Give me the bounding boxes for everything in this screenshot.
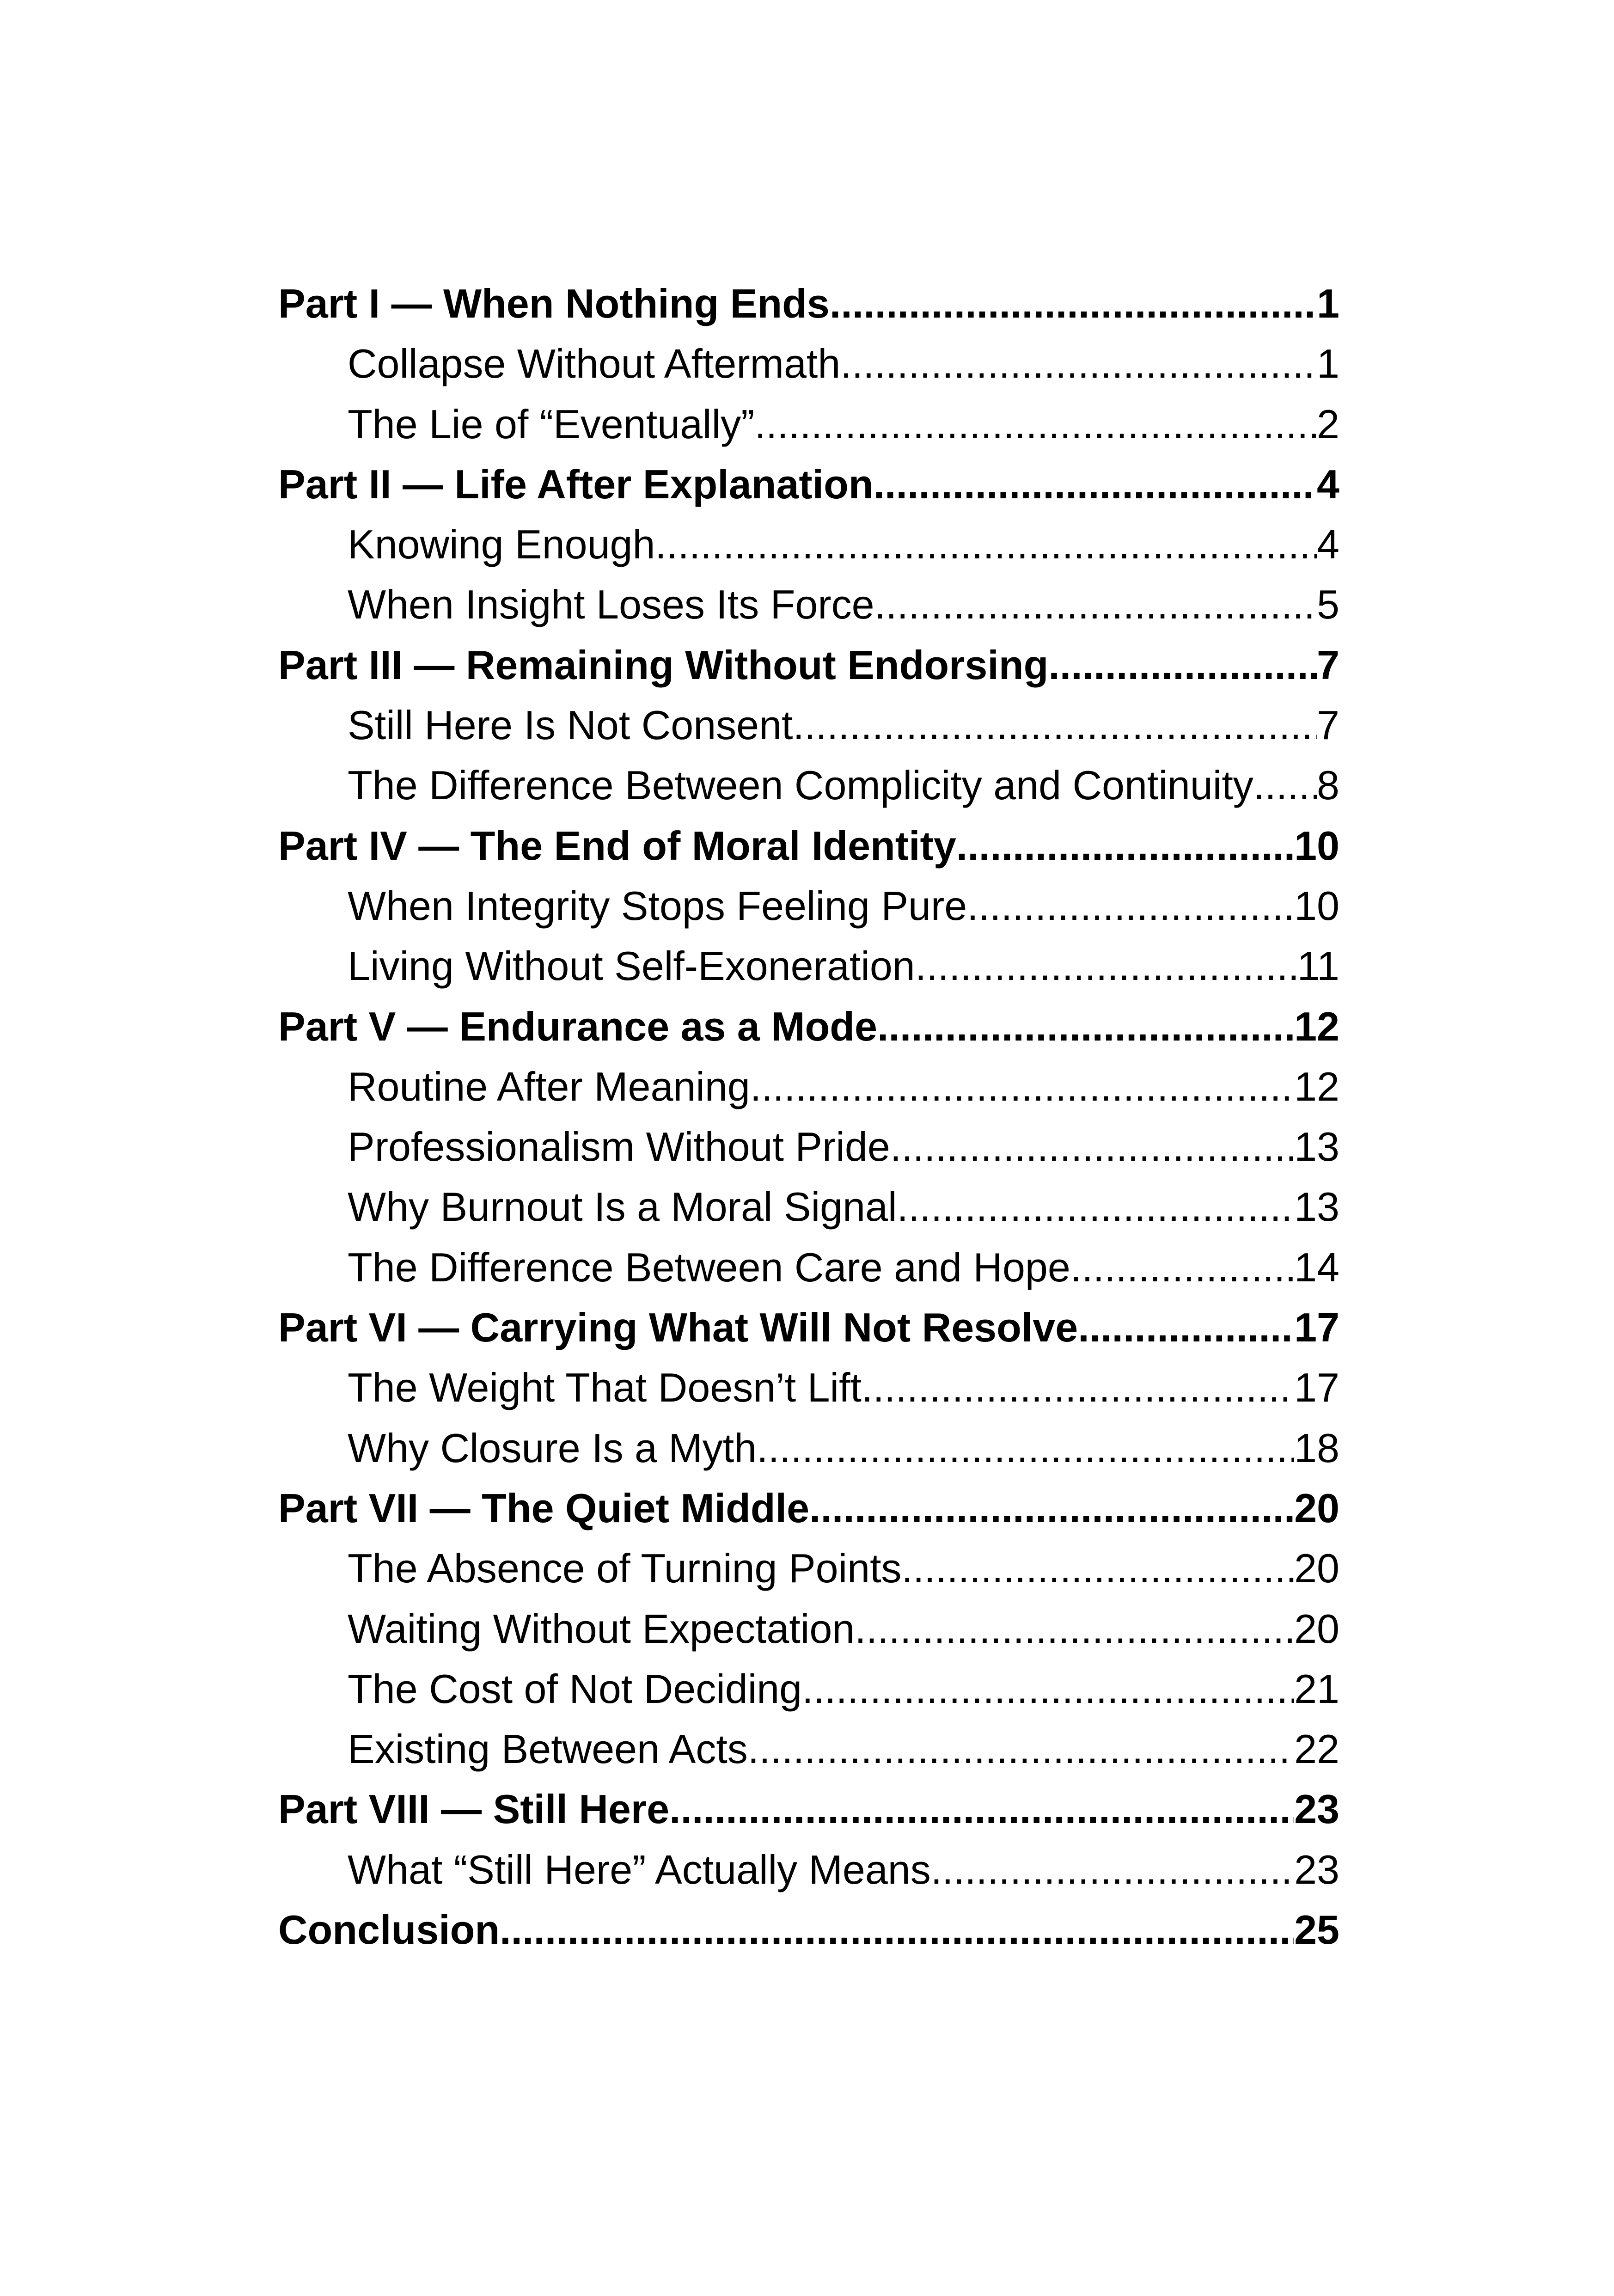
toc-entry-section[interactable] bbox=[278, 514, 1339, 575]
toc-entry-title: Routine After Meaning bbox=[348, 1063, 750, 1109]
toc-entry-title: Part VI — Carrying What Will Not Resolve bbox=[278, 1304, 1078, 1351]
toc-entry-title: Still Here Is Not Consent bbox=[348, 702, 793, 748]
toc-entry-section[interactable] bbox=[278, 1719, 1339, 1779]
dot-leader bbox=[1078, 1298, 1294, 1358]
toc-entry-page: 23 bbox=[1294, 1846, 1339, 1892]
toc-entry-page: 23 bbox=[1294, 1786, 1339, 1832]
dot-leader bbox=[757, 1418, 1294, 1478]
toc-entry-title: What “Still Here” Actually Means bbox=[348, 1846, 931, 1892]
dot-leader bbox=[793, 695, 1317, 755]
toc-entry-title: Part V — Endurance as a Mode bbox=[278, 1003, 877, 1049]
toc-entry-page: 13 bbox=[1294, 1184, 1339, 1230]
toc-entry-page: 25 bbox=[1294, 1907, 1339, 1953]
dot-leader bbox=[655, 514, 1317, 575]
toc-entry-page: 7 bbox=[1317, 702, 1339, 748]
toc-entry-title: Living Without Self-Exoneration bbox=[348, 943, 915, 989]
toc-entry-title: Professionalism Without Pride bbox=[348, 1124, 890, 1170]
toc-entry-page: 8 bbox=[1317, 762, 1339, 808]
dot-leader bbox=[890, 1117, 1294, 1177]
toc-entry-title: The Difference Between Care and Hope bbox=[348, 1244, 1070, 1290]
toc-entry-section[interactable] bbox=[278, 1659, 1339, 1719]
toc-entry-page: 18 bbox=[1294, 1425, 1339, 1471]
dot-leader bbox=[840, 334, 1317, 394]
toc-entry-page: 12 bbox=[1294, 1003, 1339, 1049]
toc-entry-part[interactable] bbox=[278, 1779, 1339, 1839]
dot-leader bbox=[874, 575, 1317, 635]
toc-entry-title: The Cost of Not Deciding bbox=[348, 1665, 802, 1712]
table-of-contents bbox=[278, 274, 1339, 1960]
toc-entry-title: Part VII — The Quiet Middle bbox=[278, 1485, 810, 1531]
dot-leader bbox=[902, 1538, 1295, 1598]
dot-leader bbox=[956, 816, 1294, 876]
dot-leader bbox=[862, 1358, 1294, 1418]
toc-entry-page: 2 bbox=[1317, 401, 1339, 447]
dot-leader bbox=[874, 454, 1317, 514]
toc-entry-title: Conclusion bbox=[278, 1907, 500, 1953]
toc-entry-page: 22 bbox=[1294, 1726, 1339, 1772]
toc-entry-page: 5 bbox=[1317, 582, 1339, 628]
toc-entry-title: The Lie of “Eventually” bbox=[348, 401, 755, 447]
toc-entry-page: 10 bbox=[1294, 882, 1339, 929]
toc-entry-section[interactable] bbox=[278, 1177, 1339, 1237]
toc-entry-page: 12 bbox=[1294, 1063, 1339, 1109]
toc-entry-title: The Weight That Doesn’t Lift bbox=[348, 1365, 862, 1411]
toc-entry-title: Part III — Remaining Without Endorsing bbox=[278, 642, 1049, 688]
dot-leader bbox=[809, 1478, 1294, 1538]
toc-entry-page: 17 bbox=[1294, 1304, 1339, 1351]
toc-entry-section[interactable] bbox=[278, 936, 1339, 996]
dot-leader bbox=[877, 997, 1294, 1057]
toc-entry-section[interactable] bbox=[278, 876, 1339, 936]
toc-entry-section[interactable] bbox=[278, 394, 1339, 454]
toc-entry-section[interactable] bbox=[278, 334, 1339, 394]
toc-entry-title: Waiting Without Expectation bbox=[348, 1605, 855, 1652]
dot-leader bbox=[931, 1840, 1294, 1900]
toc-entry-page: 1 bbox=[1317, 281, 1339, 326]
toc-entry-page: 17 bbox=[1294, 1365, 1339, 1411]
dot-leader bbox=[855, 1599, 1294, 1659]
dot-leader bbox=[750, 1057, 1294, 1117]
toc-entry-page: 14 bbox=[1294, 1244, 1339, 1290]
dot-leader bbox=[967, 876, 1294, 936]
toc-entry-page: 20 bbox=[1294, 1485, 1339, 1531]
dot-leader bbox=[754, 394, 1317, 454]
toc-entry-part[interactable] bbox=[278, 274, 1339, 334]
toc-entry-page: 20 bbox=[1294, 1605, 1339, 1652]
dot-leader bbox=[830, 274, 1317, 334]
dot-leader bbox=[915, 936, 1297, 996]
toc-entry-section[interactable] bbox=[278, 1358, 1339, 1418]
toc-entry-title: Part IV — The End of Moral Identity bbox=[278, 822, 956, 869]
toc-entry-section[interactable] bbox=[278, 1117, 1339, 1177]
dot-leader bbox=[1253, 755, 1317, 815]
toc-entry-title: The Absence of Turning Points bbox=[348, 1545, 902, 1592]
toc-entry-page: 10 bbox=[1294, 822, 1339, 869]
toc-entry-title: The Difference Between Complicity and Continuity bbox=[348, 762, 1253, 808]
toc-entry-section[interactable] bbox=[278, 1840, 1339, 1900]
toc-entry-part[interactable] bbox=[278, 1478, 1339, 1538]
toc-entry-title: Knowing Enough bbox=[348, 521, 655, 568]
toc-entry-page: 1 bbox=[1317, 341, 1339, 387]
toc-entry-title: Part I — When Nothing Ends bbox=[278, 281, 830, 326]
toc-entry-title: Part VIII — Still Here bbox=[278, 1786, 670, 1832]
toc-entry-section[interactable] bbox=[278, 1418, 1339, 1478]
toc-entry-section[interactable] bbox=[278, 1599, 1339, 1659]
toc-entry-section[interactable] bbox=[278, 695, 1339, 755]
toc-entry-title: Existing Between Acts bbox=[348, 1726, 748, 1772]
toc-entry-section[interactable] bbox=[278, 1057, 1339, 1117]
toc-entry-page: 4 bbox=[1317, 521, 1339, 568]
toc-entry-part[interactable] bbox=[278, 816, 1339, 876]
toc-entry-conclusion[interactable] bbox=[278, 1900, 1339, 1960]
dot-leader bbox=[897, 1177, 1295, 1237]
toc-entry-page: 13 bbox=[1294, 1124, 1339, 1170]
toc-entry-page: 11 bbox=[1297, 943, 1339, 989]
toc-entry-title: Why Closure Is a Myth bbox=[348, 1425, 757, 1471]
dot-leader bbox=[669, 1779, 1294, 1839]
toc-entry-title: Why Burnout Is a Moral Signal bbox=[348, 1184, 897, 1230]
toc-entry-section[interactable] bbox=[278, 755, 1339, 815]
toc-entry-title: When Integrity Stops Feeling Pure bbox=[348, 882, 967, 929]
dot-leader bbox=[1048, 635, 1317, 695]
toc-entry-part[interactable] bbox=[278, 1298, 1339, 1358]
dot-leader bbox=[748, 1719, 1294, 1779]
toc-entry-page: 4 bbox=[1317, 461, 1339, 507]
toc-entry-section[interactable] bbox=[278, 575, 1339, 635]
toc-entry-page: 20 bbox=[1294, 1545, 1339, 1592]
toc-entry-section[interactable] bbox=[278, 1237, 1339, 1298]
toc-entry-part[interactable] bbox=[278, 997, 1339, 1057]
dot-leader bbox=[802, 1659, 1294, 1719]
toc-entry-title: When Insight Loses Its Force bbox=[348, 582, 874, 628]
toc-entry-part[interactable] bbox=[278, 635, 1339, 695]
toc-entry-section[interactable] bbox=[278, 1538, 1339, 1598]
toc-entry-page: 21 bbox=[1294, 1665, 1339, 1712]
dot-leader bbox=[500, 1900, 1294, 1960]
toc-entry-title: Collapse Without Aftermath bbox=[348, 341, 841, 387]
dot-leader bbox=[1070, 1237, 1294, 1298]
toc-entry-title: Part II — Life After Explanation bbox=[278, 461, 874, 507]
toc-entry-page: 7 bbox=[1317, 642, 1339, 688]
toc-entry-part[interactable] bbox=[278, 454, 1339, 514]
